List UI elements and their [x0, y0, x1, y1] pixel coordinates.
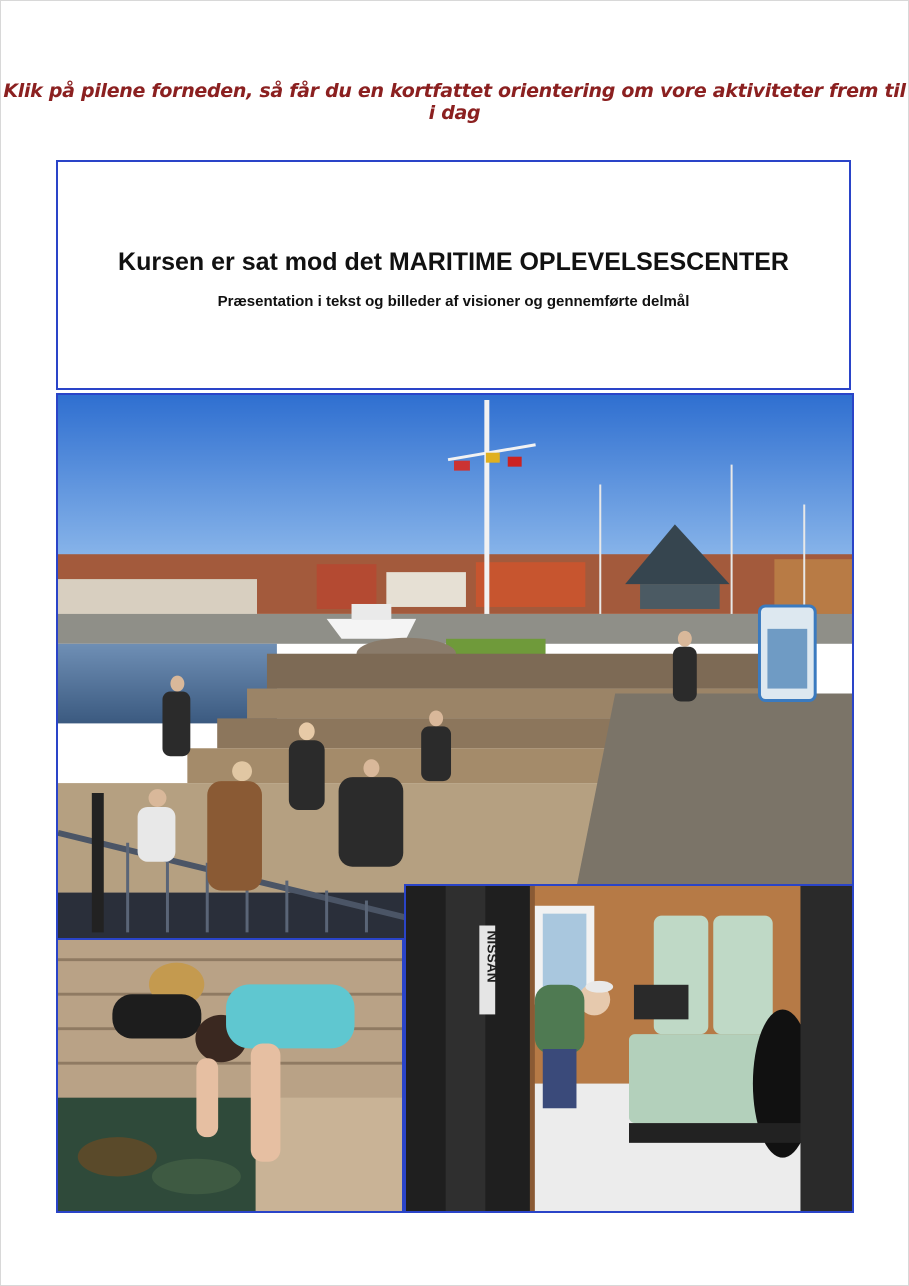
- engine-scene: [406, 886, 852, 1211]
- pool-scene: [58, 940, 402, 1211]
- page-title: Kursen er sat mod det MARITIME OPLEVELSESCENTER: [118, 248, 789, 276]
- page-subtitle: Præsentation i tekst og billeder af visioner og gennemførte delmål: [217, 293, 690, 310]
- engine-photo: [404, 884, 854, 1213]
- forklift-brand-text: NISSAN: [484, 930, 501, 983]
- title-box: [56, 160, 851, 390]
- pool-photo: [56, 938, 404, 1213]
- intro-instruction: Klik på pilene forneden, så får du en kortfattet orientering om vore aktiviteter frem til i dag: [3, 80, 906, 124]
